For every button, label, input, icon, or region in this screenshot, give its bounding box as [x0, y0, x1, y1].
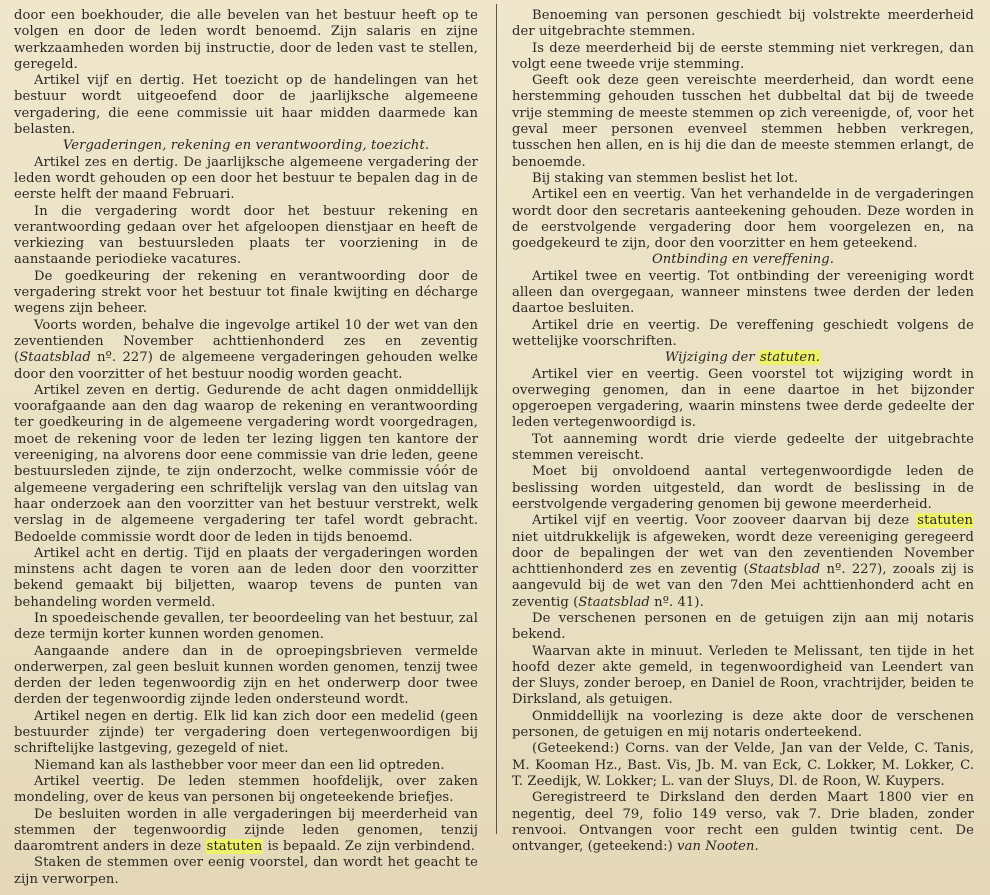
article-43: Artikel drie en veertig. De vereffening geschiedt volgens de wettelijke voorschriften.: [512, 317, 974, 349]
paragraph: door een boekhouder, die alle bevelen van het bestuur heeft op te volgen en door de leden wordt benoemd. Zijn salaris en zijne werkzaamheden worden bij instructie, door de leden vast te stellen, geregeld.: [14, 8, 478, 72]
right-column: [512, 8, 974, 855]
paragraph: Benoeming van personen geschiedt bij volstrekte meerderheid der uitgebrachte stemmen.: [512, 8, 974, 40]
section-heading: [512, 350, 974, 366]
article-36: Artikel zes en dertig. De jaarlijksche algemeene vergadering der leden wordt gehouden op een door het bestuur te bepalen dag in de eerste helft der maand Februari.: [14, 154, 478, 203]
paragraph: Tot aanneming wordt drie vierde gedeelte der uitgebrachte stemmen vereischt.: [512, 431, 974, 464]
text-run: Voorts worden, behalve die ingevolge artikel 10 der wet van den zeventienden November achttienhonderd zes en zeventig (: [14, 317, 478, 366]
registration: [512, 790, 974, 855]
article-41: Artikel een en veertig. Van het verhandelde in de vergaderingen wordt door den secretaris aanteekening gehouden. Deze worden in de eerstvolgende vergadering door hem voorgelezen en, na goedgekeurd te zijn, door den voorzitter en hem geteekend.: [512, 187, 974, 252]
signatures: (Geteekend:) Corns. van der Velde, Jan van der Velde, C. Tanis, M. Kooman Hz., Bast. Vis, Jb. M. van Eck, C. Lokker, M. Lokker, C. T. Zeedijk, W. Lokker; L. van der Sluys, Dl. de Roon, W. Kuypers.: [512, 741, 974, 789]
article-40: Artikel veertig. De leden stemmen hoofdelijk, over zaken mondeling, over de keus van personen bij ongeteekende briefjes.: [14, 773, 478, 806]
text-run: De besluiten worden in alle vergaderingen bij meerderheid van stemmen der tegenwoordig zijnde leden genomen, tenzij daaromtrent anders in deze: [14, 806, 478, 855]
italic-text: van Nooten.: [677, 839, 759, 855]
article-35: Artikel vijf en dertig. Het toezicht op de handelingen van het bestuur wordt uitgeoefend door de jaarlijksche algemeene vergadering, die eene commissie uit haar midden daarmede kan belasten.: [14, 73, 478, 138]
paragraph: In spoedeischende gevallen, ter beoordeeling van het bestuur, zal deze termijn korter kunnen worden genomen.: [14, 610, 478, 643]
article-39: Artikel negen en dertig. Elk lid kan zich door een medelid (geen bestuurder zijnde) ter vergadering doen vertegenwoordigen bij schriftelijke lastgeving, gezegeld of niet.: [14, 708, 478, 757]
left-column: [14, 8, 482, 888]
article-45: [512, 513, 974, 611]
article-37: Artikel zeven en dertig. Gedurende de acht dagen onmiddellijk voorafgaande aan den dag waarop de rekening en verantwoording ter goedkeuring in de algemeene vergadering wordt voorgedragen, moet de rekening voor de leden ter lezing liggen ten kantore der vereeniging, na alvorens door eene commissie van drie leden, geene bestuursleden zijnde, te zijn onderzocht, welke commissie vóór de algemeene vergadering een schriftelijk verslag van den uitslag van haar onderzoek aan den voorzitter van het bestuur verstrekt, welk verslag in de algemeene vergadering ter tafel wordt gebracht. Bedoelde commissie wordt door de leden in tijds benoemd.: [14, 382, 478, 545]
paragraph: Staken de stemmen over eenig voorstel, dan wordt het geacht te zijn verworpen.: [14, 855, 478, 887]
paragraph: Bij staking van stemmen beslist het lot.: [532, 170, 799, 186]
text-run: nº. 41).: [649, 594, 704, 610]
paragraph: Waarvan akte in minuut. Verleden te Melissant, ten tijde in het hoofd dezer akte gemeld, in tegenwoordigheid van Leendert van der Sluys, zonder beroep, en Daniel de Roon, vrachtrijder, beiden te Dirksland, als getuigen.: [512, 643, 974, 708]
italic-text: Staatsblad: [578, 594, 650, 610]
paragraph: Moet bij onvoldoend aantal vertegenwoordigde leden de beslissing worden uitgesteld, dan wordt de beslissing in de eerstvolgende vergadering genomen bij gewone meerderheid.: [512, 464, 974, 512]
search-highlight: statuten: [917, 513, 973, 529]
paragraph: [14, 318, 478, 383]
article-44: Artikel vier en veertig. Geen voorstel tot wijziging wordt in overweging genomen, dan in eene daartoe in het bijzonder opgeroepen vergadering, waarin minstens twee derde gedeelte der leden vertegenwoordigd is.: [512, 366, 974, 431]
text-run: Artikel vijf en veertig. Voor zooveer daarvan bij deze: [532, 513, 917, 529]
paragraph: Niemand kan als lasthebber voor meer dan een lid optreden.: [34, 757, 445, 773]
paragraph: De goedkeuring der rekening en verantwoording door de vergadering strekt voor het bestuur tot finale kwijting en décharge wegens zijn beheer.: [14, 268, 478, 317]
paragraph: In die vergadering wordt door het bestuur rekening en verantwoording gedaan over het afgeloopen dienstjaar en heeft de verkiezing van bestuursleden plaats ter voorziening in de aanstaande periodieke vacatures.: [14, 203, 478, 268]
article-42: Artikel twee en veertig. Tot ontbinding der vereeniging wordt alleen dan overgegaan, wanneer minstens twee derden der leden daartoe besluiten.: [512, 268, 974, 317]
paragraph: [14, 807, 478, 856]
text-run: Geregistreerd te Dirksland den derden Maart 1800 vier en negentig, deel 79, folio 149 verso, vak 7. Drie bladen, zonder renvooi. Ontvangen voor recht een gulden twintig cent. De ontvanger, (geteekend:): [512, 790, 974, 855]
text-run: nº. 227) de algemeene vergaderingen gehouden welke door den voorzitter of het bestuur noodig worden geacht.: [14, 350, 478, 382]
paragraph: Onmiddellijk na voorlezing is deze akte door de verschenen personen, de getuigen en mij notaris onderteekend.: [512, 708, 974, 741]
italic-text: Staatsblad: [19, 350, 91, 366]
paragraph: De verschenen personen en de getuigen zijn aan mij notaris bekend.: [512, 610, 974, 643]
search-highlight: statuten: [206, 839, 263, 855]
search-highlight: statuten.: [760, 350, 821, 366]
paragraph: Geeft ook deze geen vereischte meerderheid, dan wordt eene herstemming gehouden tusschen het dubbeltal dat bij de tweede vrije stemming de meeste stemmen op zich vereenigde, of, voor het geval meer personen evenveel stemmen hebben verkregen, tusschen hen allen, en is hij die dan de meeste stemmen erlangt, de benoemde.: [512, 73, 974, 170]
text-run: Wijziging der: [664, 350, 760, 366]
article-38: Artikel acht en dertig. Tijd en plaats der vergaderingen worden minstens acht dagen te voren aan de leden door den voorzitter bekend gemaakt bij biljetten, waarop tevens de punten van behandeling worden vermeld.: [14, 545, 478, 610]
text-run: is bepaald. Ze zijn verbindend.: [263, 839, 476, 855]
section-heading: Ontbinding en vereffening.: [651, 252, 835, 268]
section-heading: Vergaderingen, rekening en verantwoording, toezicht.: [62, 138, 430, 154]
text-run: niet uitdrukkelijk is afgeweken, wordt deze vereeniging geregeerd door de bepalingen der wet van den zeventienden November achttienhonderd zes en zeventig (: [512, 529, 974, 578]
paragraph: Is deze meerderheid bij de eerste stemming niet verkregen, dan volgt eene tweede vrije stemming.: [512, 40, 974, 72]
paragraph: Aangaande andere dan in de oproepingsbrieven vermelde onderwerpen, zal geen besluit kunnen worden genomen, tenzij twee derden der leden tegenwoordig zijn en het onderwerp door twee derden der tegenwoordig zijnde leden ondersteund wordt.: [14, 643, 478, 708]
italic-text: Staatsblad: [748, 562, 821, 578]
column-divider: [496, 4, 497, 834]
text-run: nº. 227), zooals zij is aangevuld bij de wet van den 7den Mei achttienhonderd acht en zeventig (: [512, 562, 974, 610]
